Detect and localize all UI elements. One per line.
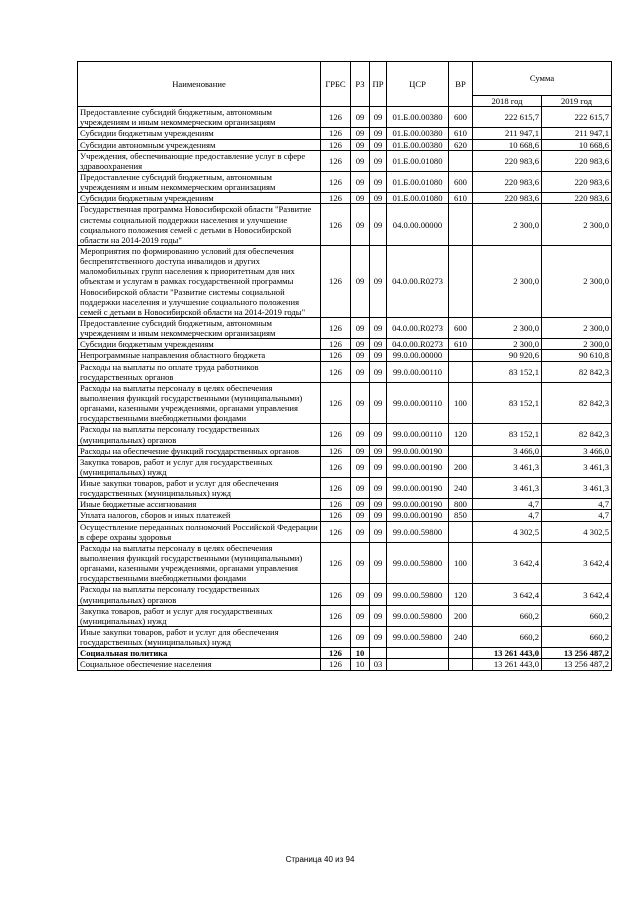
cell-name: Расходы на выплаты персоналу в целях обеспечения выполнения функций государственными (муниципальными) органами, казенными учреждениями, органами управления государственными внебюджетными фондами — [78, 542, 321, 584]
cell-rz: 09 — [351, 627, 370, 648]
cell-grbs: 126 — [321, 542, 351, 584]
cell-name: Закупка товаров, работ и услуг для государственных (муниципальных) нужд — [78, 456, 321, 477]
cell-pr: 09 — [370, 204, 387, 246]
cell-grbs: 126 — [321, 107, 351, 128]
cell-s2019: 220 983,6 — [542, 150, 612, 171]
cell-pr: 09 — [370, 382, 387, 424]
cell-s2018: 2 300,0 — [473, 339, 542, 350]
cell-csr: 01.Б.00.00380 — [387, 128, 449, 139]
cell-csr: 99.0.00.00190 — [387, 510, 449, 521]
cell-csr: 99.0.00.00190 — [387, 456, 449, 477]
cell-csr: 99.0.00.59800 — [387, 584, 449, 605]
cell-rz: 09 — [351, 171, 370, 192]
cell-s2018: 83 152,1 — [473, 361, 542, 382]
cell-grbs: 126 — [321, 204, 351, 246]
cell-s2018: 220 983,6 — [473, 193, 542, 204]
cell-csr: 04.0.00.R0273 — [387, 339, 449, 350]
cell-s2019: 2 300,0 — [542, 339, 612, 350]
cell-s2018: 3 642,4 — [473, 584, 542, 605]
cell-pr: 09 — [370, 445, 387, 456]
cell-pr: 09 — [370, 424, 387, 445]
cell-name: Расходы на обеспечение функций государственных органов — [78, 445, 321, 456]
cell-s2018: 3 466,0 — [473, 445, 542, 456]
cell-vr: 100 — [449, 382, 473, 424]
cell-rz: 09 — [351, 139, 370, 150]
table-row — [78, 317, 612, 338]
cell-pr: 09 — [370, 521, 387, 542]
cell-s2018: 211 947,1 — [473, 128, 542, 139]
cell-csr: 99.0.00.00110 — [387, 382, 449, 424]
cell-s2018: 90 920,6 — [473, 350, 542, 361]
table-row — [78, 605, 612, 626]
cell-csr: 04.0.00.00000 — [387, 204, 449, 246]
table-row — [78, 350, 612, 361]
cell-name: Учреждения, обеспечивающие предоставление услуг в сфере здравоохранения — [78, 150, 321, 171]
cell-pr: 09 — [370, 361, 387, 382]
cell-grbs: 126 — [321, 424, 351, 445]
cell-grbs: 126 — [321, 521, 351, 542]
cell-s2018: 83 152,1 — [473, 424, 542, 445]
cell-vr: 610 — [449, 193, 473, 204]
cell-s2019: 82 842,3 — [542, 382, 612, 424]
cell-s2018: 222 615,7 — [473, 107, 542, 128]
cell-vr: 620 — [449, 139, 473, 150]
cell-pr: 09 — [370, 478, 387, 499]
cell-pr — [370, 648, 387, 659]
cell-s2019: 222 615,7 — [542, 107, 612, 128]
cell-rz: 10 — [351, 659, 370, 670]
table-row — [78, 510, 612, 521]
cell-grbs: 126 — [321, 627, 351, 648]
cell-pr: 09 — [370, 107, 387, 128]
cell-grbs: 126 — [321, 317, 351, 338]
cell-s2018: 3 461,3 — [473, 456, 542, 477]
cell-vr: 850 — [449, 510, 473, 521]
cell-vr: 100 — [449, 542, 473, 584]
cell-s2019: 3 466,0 — [542, 445, 612, 456]
cell-pr: 09 — [370, 193, 387, 204]
cell-pr: 09 — [370, 456, 387, 477]
cell-s2018: 83 152,1 — [473, 382, 542, 424]
cell-rz: 09 — [351, 584, 370, 605]
cell-name: Осуществление переданных полномочий Российской Федерации в сфере охраны здоровья — [78, 521, 321, 542]
cell-pr: 09 — [370, 339, 387, 350]
cell-vr: 610 — [449, 339, 473, 350]
cell-name: Государственная программа Новосибирской области "Развитие системы социальной поддержки населения и улучшение социального положения семей с детьми в Новосибирской области на 2014-2019 годы" — [78, 204, 321, 246]
cell-name: Субсидии бюджетным учреждениям — [78, 128, 321, 139]
cell-s2019: 660,2 — [542, 605, 612, 626]
cell-s2018: 4 302,5 — [473, 521, 542, 542]
cell-s2018: 220 983,6 — [473, 150, 542, 171]
table-row — [78, 245, 612, 317]
cell-s2019: 211 947,1 — [542, 128, 612, 139]
table-row — [78, 584, 612, 605]
cell-s2019: 4,7 — [542, 510, 612, 521]
cell-name: Закупка товаров, работ и услуг для государственных (муниципальных) нужд — [78, 605, 321, 626]
cell-csr: 99.0.00.59800 — [387, 605, 449, 626]
cell-name: Предоставление субсидий бюджетным, автономным учреждениям и иным некоммерческим организациям — [78, 107, 321, 128]
cell-s2019: 3 642,4 — [542, 584, 612, 605]
cell-rz: 09 — [351, 150, 370, 171]
cell-pr: 03 — [370, 659, 387, 670]
table-row — [78, 521, 612, 542]
cell-csr — [387, 659, 449, 670]
cell-csr: 04.0.00.R0273 — [387, 317, 449, 338]
cell-name: Предоставление субсидий бюджетным, автономным учреждениям и иным некоммерческим организациям — [78, 317, 321, 338]
table-row — [78, 382, 612, 424]
cell-s2019: 2 300,0 — [542, 317, 612, 338]
cell-pr: 09 — [370, 605, 387, 626]
cell-s2018: 2 300,0 — [473, 317, 542, 338]
cell-grbs: 126 — [321, 382, 351, 424]
cell-vr — [449, 445, 473, 456]
cell-s2018: 4,7 — [473, 510, 542, 521]
cell-name: Непрограммные направления областного бюджета — [78, 350, 321, 361]
cell-name: Субсидии автономным учреждениям — [78, 139, 321, 150]
cell-csr: 01.Б.00.01080 — [387, 171, 449, 192]
cell-rz: 09 — [351, 510, 370, 521]
cell-pr: 09 — [370, 150, 387, 171]
table-row — [78, 659, 612, 670]
header-2019: 2019 год — [542, 96, 612, 107]
cell-vr: 610 — [449, 128, 473, 139]
cell-rz: 09 — [351, 456, 370, 477]
cell-pr: 09 — [370, 171, 387, 192]
cell-grbs: 126 — [321, 150, 351, 171]
cell-pr: 09 — [370, 350, 387, 361]
header-rz: РЗ — [351, 62, 370, 107]
cell-name: Расходы на выплаты персоналу государственных (муниципальных) органов — [78, 424, 321, 445]
cell-grbs: 126 — [321, 128, 351, 139]
cell-s2018: 3 642,4 — [473, 542, 542, 584]
table-row — [78, 542, 612, 584]
cell-s2018: 10 668,6 — [473, 139, 542, 150]
cell-s2019: 82 842,3 — [542, 424, 612, 445]
cell-name: Расходы на выплаты по оплате труда работников государственных органов — [78, 361, 321, 382]
cell-csr: 99.0.00.00110 — [387, 424, 449, 445]
table-row — [78, 361, 612, 382]
cell-s2018: 4,7 — [473, 499, 542, 510]
cell-vr — [449, 659, 473, 670]
cell-s2019: 3 461,3 — [542, 456, 612, 477]
cell-s2019: 90 610,8 — [542, 350, 612, 361]
cell-s2019: 660,2 — [542, 627, 612, 648]
cell-vr — [449, 204, 473, 246]
budget-table — [77, 61, 612, 671]
header-grbs: ГРБС — [321, 62, 351, 107]
cell-s2019: 2 300,0 — [542, 204, 612, 246]
table-row — [78, 139, 612, 150]
cell-grbs: 126 — [321, 445, 351, 456]
cell-vr: 200 — [449, 456, 473, 477]
cell-name: Субсидии бюджетным учреждениям — [78, 339, 321, 350]
cell-csr: 99.0.00.59800 — [387, 542, 449, 584]
cell-s2019: 3 642,4 — [542, 542, 612, 584]
table-row — [78, 204, 612, 246]
cell-s2018: 660,2 — [473, 627, 542, 648]
cell-rz: 09 — [351, 128, 370, 139]
cell-grbs: 126 — [321, 350, 351, 361]
cell-rz: 09 — [351, 245, 370, 317]
cell-grbs: 126 — [321, 499, 351, 510]
table-row — [78, 627, 612, 648]
cell-rz: 09 — [351, 382, 370, 424]
cell-s2018: 13 261 443,0 — [473, 648, 542, 659]
cell-grbs: 126 — [321, 510, 351, 521]
table-row — [78, 107, 612, 128]
header-vr: ВР — [449, 62, 473, 107]
cell-s2018: 2 300,0 — [473, 245, 542, 317]
cell-csr: 99.0.00.00110 — [387, 361, 449, 382]
table-row — [78, 193, 612, 204]
cell-csr: 99.0.00.59800 — [387, 521, 449, 542]
cell-csr: 99.0.00.00190 — [387, 445, 449, 456]
cell-csr: 99.0.00.00190 — [387, 478, 449, 499]
cell-s2018: 2 300,0 — [473, 204, 542, 246]
cell-rz: 09 — [351, 204, 370, 246]
cell-grbs: 126 — [321, 456, 351, 477]
page-number: Страница 40 из 94 — [285, 855, 355, 864]
cell-name: Иные бюджетные ассигнования — [78, 499, 321, 510]
cell-csr — [387, 648, 449, 659]
cell-grbs: 126 — [321, 193, 351, 204]
cell-vr — [449, 361, 473, 382]
cell-rz: 09 — [351, 339, 370, 350]
cell-pr: 09 — [370, 510, 387, 521]
cell-pr: 09 — [370, 317, 387, 338]
cell-grbs: 126 — [321, 605, 351, 626]
cell-vr — [449, 150, 473, 171]
cell-name: Расходы на выплаты персоналу государственных (муниципальных) органов — [78, 584, 321, 605]
cell-vr: 240 — [449, 478, 473, 499]
cell-rz: 09 — [351, 424, 370, 445]
cell-s2018: 13 261 443,0 — [473, 659, 542, 670]
cell-vr — [449, 350, 473, 361]
cell-name: Иные закупки товаров, работ и услуг для обеспечения государственных (муниципальных) нужд — [78, 478, 321, 499]
cell-name: Субсидии бюджетным учреждениям — [78, 193, 321, 204]
table-body — [78, 107, 612, 670]
table-row — [78, 150, 612, 171]
cell-vr — [449, 648, 473, 659]
cell-name: Уплата налогов, сборов и иных платежей — [78, 510, 321, 521]
table-row — [78, 478, 612, 499]
cell-s2019: 4,7 — [542, 499, 612, 510]
cell-s2019: 13 256 487,2 — [542, 659, 612, 670]
header-sum: Сумма — [473, 62, 612, 96]
cell-s2019: 10 668,6 — [542, 139, 612, 150]
cell-csr: 01.Б.00.01080 — [387, 193, 449, 204]
cell-name: Расходы на выплаты персоналу в целях обеспечения выполнения функций государственными (муниципальными) органами, казенными учреждениями, органами управления государственными внебюджетными фондами — [78, 382, 321, 424]
table-row — [78, 424, 612, 445]
cell-vr: 600 — [449, 317, 473, 338]
cell-s2019: 220 983,6 — [542, 171, 612, 192]
cell-grbs: 126 — [321, 584, 351, 605]
cell-csr: 99.0.00.59800 — [387, 627, 449, 648]
cell-vr — [449, 521, 473, 542]
cell-csr: 01.Б.00.00380 — [387, 139, 449, 150]
cell-s2019: 3 461,3 — [542, 478, 612, 499]
cell-s2019: 4 302,5 — [542, 521, 612, 542]
cell-rz: 09 — [351, 350, 370, 361]
cell-vr: 600 — [449, 171, 473, 192]
cell-rz: 09 — [351, 361, 370, 382]
cell-s2019: 2 300,0 — [542, 245, 612, 317]
cell-vr: 600 — [449, 107, 473, 128]
cell-rz: 09 — [351, 107, 370, 128]
cell-grbs: 126 — [321, 171, 351, 192]
table-row — [78, 445, 612, 456]
header-pr: ПР — [370, 62, 387, 107]
cell-rz: 09 — [351, 317, 370, 338]
cell-pr: 09 — [370, 128, 387, 139]
cell-rz: 09 — [351, 499, 370, 510]
cell-name: Предоставление субсидий бюджетным, автономным учреждениям и иным некоммерческим организациям — [78, 171, 321, 192]
cell-grbs: 126 — [321, 659, 351, 670]
cell-name: Социальная политика — [78, 648, 321, 659]
cell-s2018: 3 461,3 — [473, 478, 542, 499]
cell-s2019: 82 842,3 — [542, 361, 612, 382]
cell-s2019: 13 256 487,2 — [542, 648, 612, 659]
cell-s2019: 220 983,6 — [542, 193, 612, 204]
table-row — [78, 339, 612, 350]
cell-grbs: 126 — [321, 478, 351, 499]
cell-name: Иные закупки товаров, работ и услуг для обеспечения государственных (муниципальных) нужд — [78, 627, 321, 648]
cell-s2018: 660,2 — [473, 605, 542, 626]
cell-csr: 99.0.00.00000 — [387, 350, 449, 361]
header-name: Наименование — [78, 62, 321, 107]
cell-rz: 09 — [351, 478, 370, 499]
cell-grbs: 126 — [321, 361, 351, 382]
cell-grbs: 126 — [321, 245, 351, 317]
cell-s2018: 220 983,6 — [473, 171, 542, 192]
cell-pr: 09 — [370, 627, 387, 648]
cell-rz: 09 — [351, 445, 370, 456]
cell-csr: 01.Б.00.00380 — [387, 107, 449, 128]
cell-rz: 09 — [351, 521, 370, 542]
cell-rz: 09 — [351, 542, 370, 584]
cell-csr: 04.0.00.R0273 — [387, 245, 449, 317]
cell-rz: 09 — [351, 605, 370, 626]
cell-name: Мероприятия по формированию условий для обеспечения беспрепятственного доступа инвалидов и других маломобильных групп населения к приоритетным для них объектам и услугам в рамках государственной программы Новосибирской области "Развитие системы социальной поддержки населения и улучшение социального положения семей с детьми в Новосибирской области на 2014-2019 годы" — [78, 245, 321, 317]
cell-vr: 240 — [449, 627, 473, 648]
cell-grbs: 126 — [321, 139, 351, 150]
cell-csr: 99.0.00.00190 — [387, 499, 449, 510]
cell-vr: 200 — [449, 605, 473, 626]
cell-vr — [449, 245, 473, 317]
cell-pr: 09 — [370, 139, 387, 150]
table-row — [78, 128, 612, 139]
cell-vr: 800 — [449, 499, 473, 510]
table-row — [78, 499, 612, 510]
cell-rz: 09 — [351, 193, 370, 204]
cell-rz: 10 — [351, 648, 370, 659]
cell-vr: 120 — [449, 584, 473, 605]
header-csr: ЦСР — [387, 62, 449, 107]
cell-pr: 09 — [370, 584, 387, 605]
cell-pr: 09 — [370, 499, 387, 510]
cell-vr: 120 — [449, 424, 473, 445]
cell-name: Социальное обеспечение населения — [78, 659, 321, 670]
cell-pr: 09 — [370, 245, 387, 317]
cell-csr: 01.Б.00.01080 — [387, 150, 449, 171]
cell-grbs: 126 — [321, 339, 351, 350]
table-row — [78, 648, 612, 659]
table-row — [78, 171, 612, 192]
cell-grbs: 126 — [321, 648, 351, 659]
cell-pr: 09 — [370, 542, 387, 584]
header-2018: 2018 год — [473, 96, 542, 107]
table-row — [78, 456, 612, 477]
